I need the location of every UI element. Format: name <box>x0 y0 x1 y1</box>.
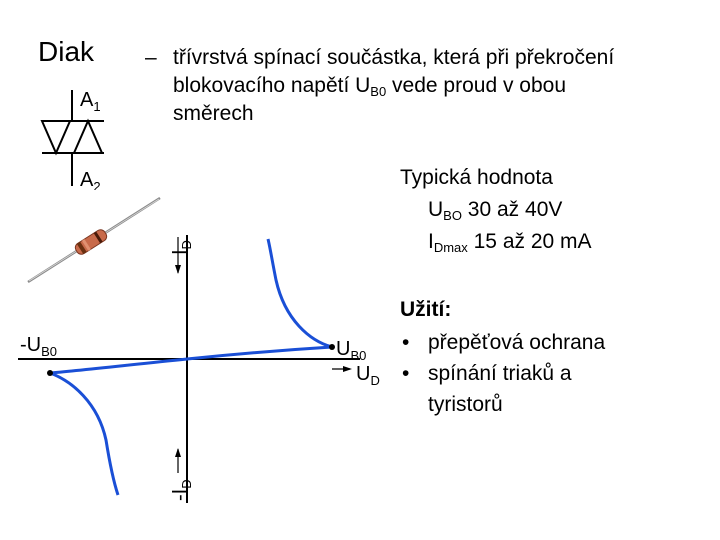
ud-label: $U_D$ <box>356 363 380 388</box>
usage-item-1-text: přepěťová ochrana <box>428 331 606 354</box>
a2-label: $A_2$ <box>80 169 101 190</box>
description-line2-sub: B0 <box>370 84 387 99</box>
typical-id-value: 15 až 20 mA <box>467 230 592 253</box>
typical-id-sub: Dmax <box>433 240 468 255</box>
curve-positive-branch <box>187 239 332 359</box>
typical-ubo-symbol: U <box>428 198 444 221</box>
typical-heading: Typická hodnota <box>400 166 553 189</box>
neg-ub0-label: $-U_{B0}$ <box>20 334 58 359</box>
description-line2-pre: blokovacího napětí U <box>173 74 371 97</box>
typical-ubo-value: 30 až 40V <box>461 198 563 221</box>
ub0-label: $U_{B0}$ <box>336 338 367 363</box>
bullet-1: • <box>402 331 410 354</box>
typical-ubo-sub: BO <box>443 208 462 223</box>
ub0-point <box>329 344 335 350</box>
bullet-2: • <box>402 362 410 385</box>
typical-id <box>400 226 592 258</box>
typical-ubo <box>400 194 592 226</box>
usage-section <box>400 294 605 420</box>
neg-ub0-point <box>47 370 53 376</box>
usage-item-2-continued: tyristorů <box>428 393 503 416</box>
description-line1: třívrstvá spínací součástka, která při překročení <box>173 46 615 69</box>
description-line2-post: vede proud v obou <box>386 74 567 97</box>
usage-item-2-text: spínání triaků a <box>428 362 572 385</box>
diac-symbol <box>30 84 120 190</box>
a1-label: $A_1$ <box>80 89 101 114</box>
vi-characteristic-graph <box>10 225 390 505</box>
description-line3: směrech <box>173 102 254 125</box>
usage-item-2 <box>400 358 605 389</box>
usage-heading: Užití: <box>400 298 452 321</box>
curve-negative-branch <box>50 359 187 495</box>
id-positive-label: $I_D$ <box>169 240 194 255</box>
description-dash: – <box>145 46 157 69</box>
typical-values <box>400 162 592 258</box>
page-title: Diak <box>38 36 95 67</box>
usage-item-1 <box>400 327 605 358</box>
typical-id-symbol: I <box>428 230 434 253</box>
id-negative-label: $-I_D$ <box>169 479 194 501</box>
